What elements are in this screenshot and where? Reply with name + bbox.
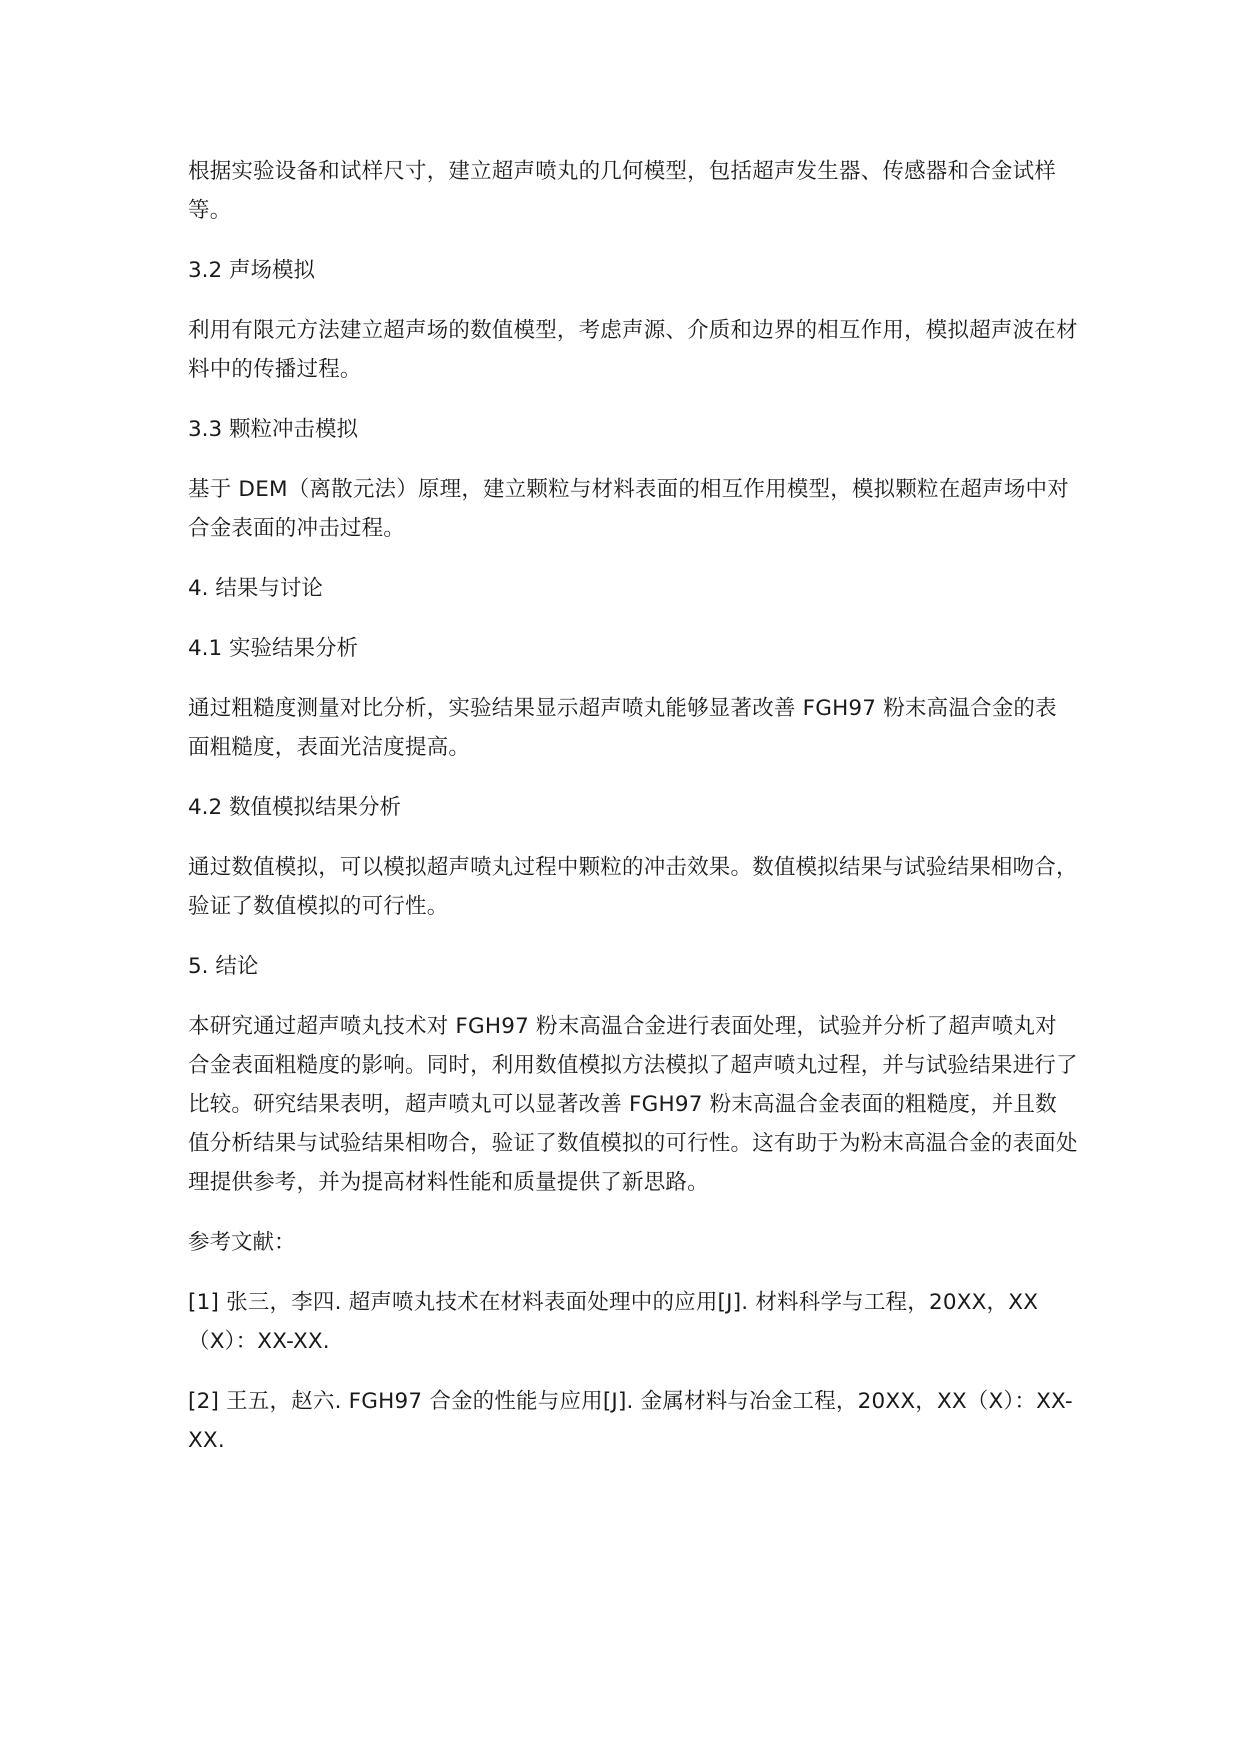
- document-body: [188, 152, 1078, 1481]
- heading-4: 4. 结果与讨论: [188, 576, 323, 601]
- paragraph-experiment-results: 通过粗糙度测量对比分析，实验结果显示超声喷丸能够显著改善 FGH97 粉末高温合金的表面粗糙度，表面光洁度提高。: [188, 696, 1057, 760]
- heading-3-3: 3.3 颗粒冲击模拟: [188, 417, 359, 442]
- references-heading: 参考文献：: [188, 1230, 296, 1255]
- paragraph-simulation-results: 通过数值模拟，可以模拟超声喷丸过程中颗粒的冲击效果。数值模拟结果与试验结果相吻合，验证了数值模拟的可行性。: [188, 855, 1078, 919]
- heading-3-2: 3.2 声场模拟: [188, 258, 316, 283]
- reference-item-2: [2] 王五，赵六. FGH97 合金的性能与应用[J]. 金属材料与冶金工程，20XX，XX（X）：XX-XX.: [188, 1389, 1073, 1453]
- heading-4-2: 4.2 数值模拟结果分析: [188, 795, 402, 820]
- paragraph-geometry-model: 根据实验设备和试样尺寸，建立超声喷丸的几何模型，包括超声发生器、传感器和合金试样等。: [188, 159, 1057, 223]
- paragraph-sound-field: 利用有限元方法建立超声场的数值模型，考虑声源、介质和边界的相互作用，模拟超声波在材料中的传播过程。: [188, 318, 1078, 382]
- heading-5: 5. 结论: [188, 954, 259, 979]
- paragraph-particle-impact: 基于 DEM（离散元法）原理，建立颗粒与材料表面的相互作用模型，模拟颗粒在超声场中对合金表面的冲击过程。: [188, 477, 1069, 541]
- paragraph-conclusion: 本研究通过超声喷丸技术对 FGH97 粉末高温合金进行表面处理，试验并分析了超声喷丸对合金表面粗糙度的影响。同时，利用数值模拟方法模拟了超声喷丸过程，并与试验结果进行了比较。研究结果表明，超声喷丸可以显著改善 FGH97 粉末高温合金表面的粗糙度，并且数值分析结果与试验结果相吻合，验证了数值模拟的可行性。这有助于为粉末高温合金的表面处理提供参考，并为提高材料性能和质量提供了新思路。: [188, 1014, 1078, 1195]
- reference-item-1: [1] 张三，李四. 超声喷丸技术在材料表面处理中的应用[J]. 材料科学与工程，20XX，XX（X）：XX-XX.: [188, 1290, 1039, 1354]
- heading-4-1: 4.1 实验结果分析: [188, 636, 359, 661]
